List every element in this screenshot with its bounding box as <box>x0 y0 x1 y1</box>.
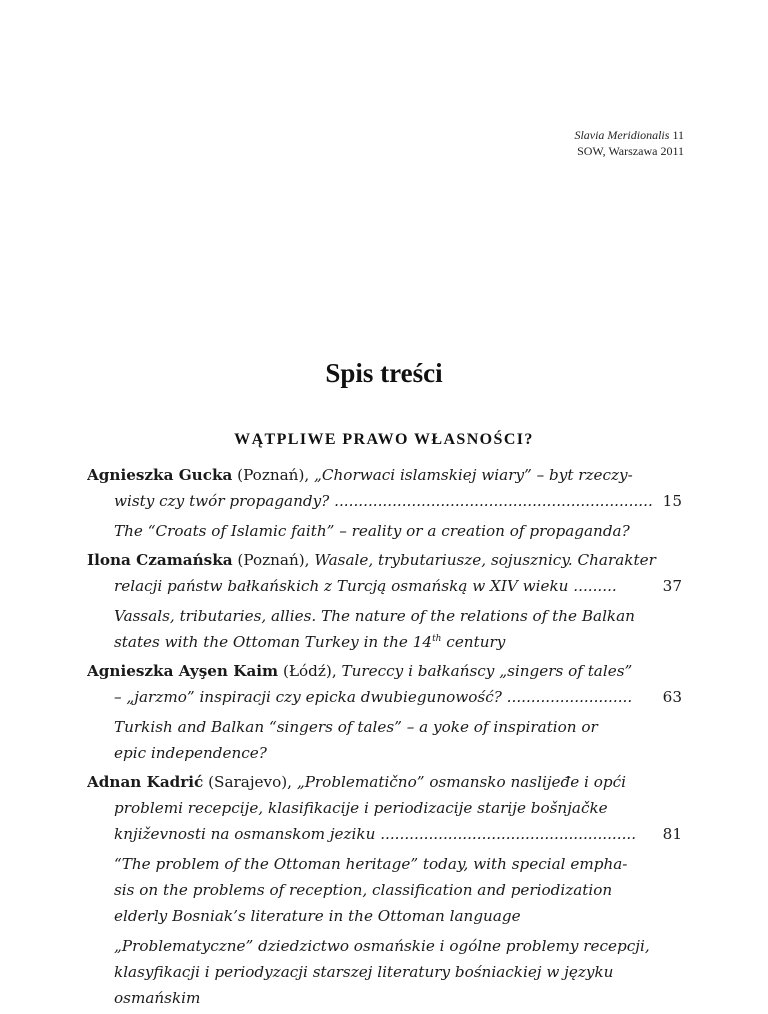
entry-page-number: 15 <box>662 492 682 510</box>
entry-city: (Poznań), <box>232 466 315 484</box>
entry-title-line: Wasale, trybutariusze, sojusznicy. Charakter <box>314 551 656 569</box>
page-title: Spis treści <box>325 358 443 388</box>
translation-line: “The problem of the Ottoman heritage” today, with special empha- <box>114 855 628 873</box>
translation-line: Vassals, tributaries, allies. The nature of the relations of the Balkan <box>114 607 635 625</box>
translation-line: „Problematyczne” dziedzictwo osmańskie i ogólne problemy recepcji, <box>114 937 650 955</box>
journal-name: Slavia Meridionalis <box>574 128 670 142</box>
entry-author: Agnieszka Ayşen Kaim <box>87 662 279 680</box>
translation-line: Turkish and Balkan “singers of tales” – a yoke of inspiration or <box>114 718 598 736</box>
entry-page-number: 37 <box>662 577 682 595</box>
toc-entry <box>87 462 682 514</box>
publisher-line: SOW, Warszawa 2011 <box>577 144 684 158</box>
translation-line: elderly Bosniak’s literature in the Ottoman language <box>114 907 521 925</box>
entry-author: Adnan Kadrić <box>87 773 204 791</box>
entry-title-line: – „jarzmo” inspiracji czy epicka dwubiegunowość? .......................... <box>114 688 633 706</box>
ordinal-superscript: th <box>432 633 442 644</box>
toc-entry <box>87 547 682 599</box>
entry-title-line: relacji państw bałkańskich z Turcją osmańską w XIV wieku ......... <box>114 577 617 595</box>
table-of-contents <box>87 462 682 1014</box>
running-header <box>574 127 684 159</box>
entry-title-line: „Problematično” osmansko naslijeđe i opći <box>296 773 626 791</box>
entry-title-line: Tureccy i bałkańscy „singers of tales” <box>341 662 633 680</box>
entry-translation <box>87 714 682 766</box>
entry-author: Agnieszka Gucka <box>87 466 233 484</box>
entry-city: (Sarajevo), <box>203 773 297 791</box>
translation-line: sis on the problems of reception, classification and periodization <box>114 881 613 899</box>
translation-line: The “Croats of Islamic faith” – reality or a creation of propaganda? <box>114 522 630 540</box>
translation-line: epic independence? <box>114 744 267 762</box>
section-heading: WĄTPLIWE PRAWO WŁASNOŚCI? <box>234 431 534 448</box>
entry-page-number: 81 <box>662 825 682 843</box>
entry-title-line: problemi recepcije, klasifikacije i periodizacije starije bošnjačke <box>114 799 608 817</box>
entry-title-line: „Chorwaci islamskiej wiary” – byt rzeczy- <box>314 466 633 484</box>
entry-author: Ilona Czamańska <box>87 551 233 569</box>
entry-translation <box>87 603 682 655</box>
entry-title-line: književnosti na osmanskom jeziku ..................................................... <box>114 825 637 843</box>
journal-volume: 11 <box>672 128 684 142</box>
entry-page-number: 63 <box>662 688 682 706</box>
entry-city: (Poznań), <box>232 551 315 569</box>
entry-city: (Łódź), <box>278 662 342 680</box>
entry-translation <box>87 933 682 1011</box>
translation-line: states with the Ottoman Turkey in the 14th century <box>114 633 506 651</box>
entry-translation <box>87 851 682 929</box>
toc-entry <box>87 769 682 847</box>
translation-line: osmańskim <box>114 989 201 1007</box>
entry-title-line: wisty czy twór propagandy? .................................................................. <box>114 492 653 510</box>
toc-entry <box>87 658 682 710</box>
entry-translation <box>87 518 682 544</box>
translation-line: klasyfikacji i periodyzacji starszej literatury bośniackiej w języku <box>114 963 614 981</box>
